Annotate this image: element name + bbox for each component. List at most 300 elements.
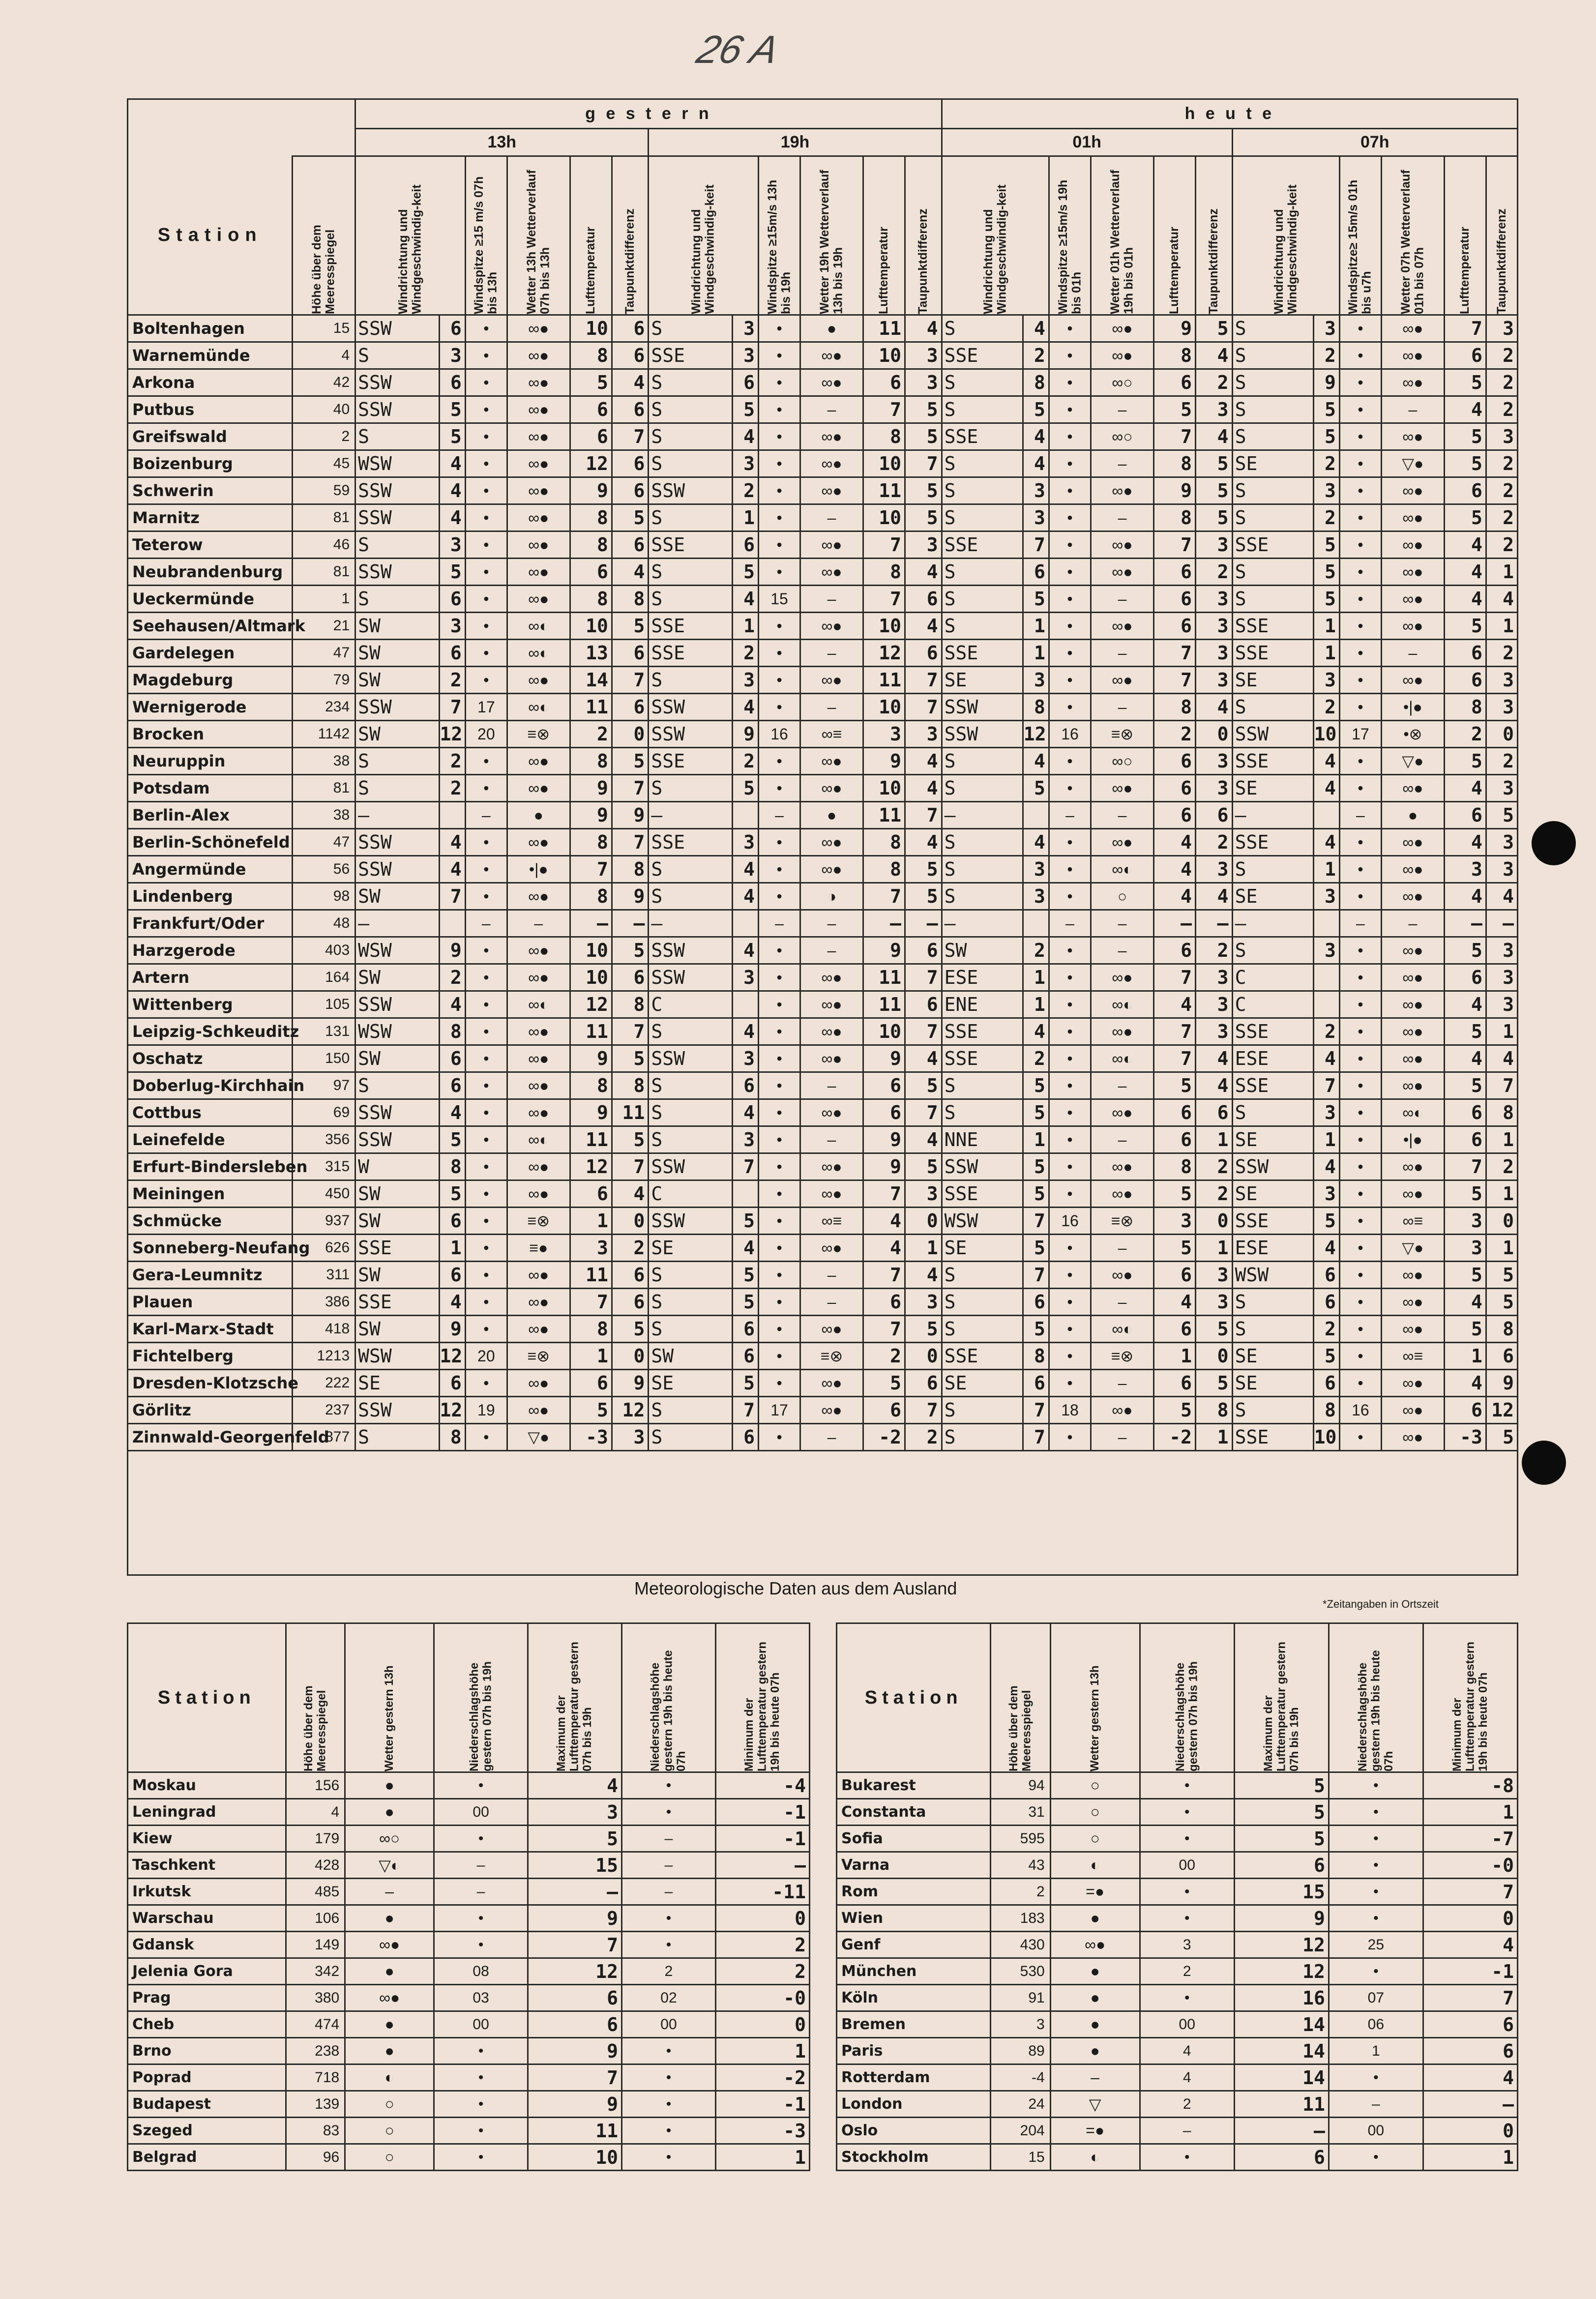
- wind-speed-07h: 1: [1313, 640, 1339, 667]
- precip-day: •: [1140, 1985, 1234, 2011]
- station-height: 179: [286, 1826, 345, 1852]
- wind-direction-07h: ESE: [1232, 1235, 1313, 1262]
- dewpoint-diff-13h: 7: [612, 1018, 649, 1045]
- dewpoint-diff-07h: 3: [1486, 667, 1517, 694]
- wind-gust-13h: •: [465, 937, 507, 964]
- air-temp-13h: 8: [570, 1072, 612, 1099]
- punch-hole: [1522, 1441, 1566, 1485]
- wind-gust-01h: •: [1049, 369, 1091, 396]
- dewpoint-diff-01h: 1: [1196, 1424, 1233, 1451]
- wind-gust-13h: •: [465, 1370, 507, 1397]
- wind-direction-13h: SSW: [355, 694, 439, 721]
- wind-speed-19h: 3: [732, 450, 758, 477]
- dewpoint-diff-01h: 4: [1196, 883, 1233, 910]
- dewpoint-diff-01h: 6: [1196, 1099, 1233, 1126]
- dewpoint-diff-19h: 6: [905, 937, 942, 964]
- dewpoint-diff-19h: 7: [905, 1018, 942, 1045]
- air-temp-13h: 6: [570, 1370, 612, 1397]
- wind-direction-07h: SSW: [1232, 1153, 1313, 1180]
- dewpoint-diff-07h: 9: [1486, 1370, 1517, 1397]
- max-temp: 6: [528, 2011, 622, 2038]
- air-temp-07h: 6: [1444, 640, 1486, 667]
- min-temp: 4: [1423, 1932, 1517, 1958]
- weather-07h: ∞●: [1382, 1153, 1445, 1180]
- wind-gust-01h: •: [1049, 1072, 1091, 1099]
- dewpoint-diff-01h: 3: [1196, 1289, 1233, 1316]
- weather-19h: ∞≡: [800, 1208, 863, 1235]
- precip-night: •: [622, 1905, 716, 1932]
- weather-19h: ∞●: [800, 991, 863, 1018]
- wind-speed-07h: 10: [1313, 721, 1339, 748]
- dewpoint-diff-13h: 6: [612, 315, 649, 342]
- max-temp: 10: [528, 2144, 622, 2171]
- weather-01h: –: [1091, 802, 1154, 829]
- dewpoint-diff-01h: 3: [1196, 775, 1233, 802]
- weather-01h: –: [1091, 640, 1154, 667]
- air-temp-13h: 10: [570, 315, 612, 342]
- wind-speed-13h: 12: [439, 1397, 465, 1424]
- header-wind-01: Windrichtung und Windgeschwindig-keit: [981, 184, 1009, 314]
- precip-night: •: [622, 2064, 716, 2091]
- wind-speed-01h: 5: [1023, 1153, 1049, 1180]
- station-name: Magdeburg: [128, 667, 293, 694]
- dewpoint-diff-07h: 5: [1486, 1424, 1517, 1451]
- station-height: 937: [293, 1208, 355, 1235]
- wind-direction-07h: SSE: [1232, 1208, 1313, 1235]
- table-row: [128, 2091, 810, 2118]
- wind-speed-07h: 8: [1313, 1397, 1339, 1424]
- dewpoint-diff-01h: 3: [1196, 991, 1233, 1018]
- air-temp-07h: 6: [1444, 667, 1486, 694]
- dewpoint-diff-13h: 6: [612, 1289, 649, 1316]
- weather-13h: ∞◐: [507, 694, 570, 721]
- weather-01h: ∞●: [1091, 342, 1154, 369]
- header-wetter-01: Wetter 01h Wetterverlauf 19h bis 01h: [1108, 170, 1136, 314]
- weather-01h: ∞○: [1091, 423, 1154, 450]
- air-temp-07h: 6: [1444, 964, 1486, 991]
- dewpoint-diff-13h: 5: [612, 1045, 649, 1072]
- station-name: Harzgerode: [128, 937, 293, 964]
- air-temp-01h: 6: [1153, 1126, 1195, 1153]
- air-temp-07h: 4: [1444, 883, 1486, 910]
- air-temp-13h: 9: [570, 802, 612, 829]
- air-temp-07h: 5: [1444, 937, 1486, 964]
- table-row: [128, 1772, 810, 1799]
- precip-day: –: [434, 1852, 528, 1879]
- dewpoint-diff-19h: 7: [905, 802, 942, 829]
- air-temp-19h: –: [863, 910, 905, 937]
- dewpoint-diff-01h: 3: [1196, 531, 1233, 559]
- wind-direction-13h: S: [355, 775, 439, 802]
- precip-night: •: [1329, 2144, 1423, 2171]
- dewpoint-diff-07h: 3: [1486, 856, 1517, 883]
- wind-gust-01h: •: [1049, 748, 1091, 775]
- station-name: Stockholm: [837, 2144, 991, 2171]
- foreign-header-nied2: Niederschlagshöhe gestern 19h bis heute 07h: [1356, 1650, 1395, 1771]
- wind-gust-07h: •: [1339, 1289, 1381, 1316]
- header-hoehe: Höhe über dem Meeresspiegel: [310, 225, 337, 314]
- wind-speed-01h: 7: [1023, 1208, 1049, 1235]
- table-row: [128, 396, 1518, 423]
- air-temp-19h: 4: [863, 1235, 905, 1262]
- wind-speed-07h: [1313, 964, 1339, 991]
- wind-gust-13h: •: [465, 964, 507, 991]
- dewpoint-diff-07h: 3: [1486, 991, 1517, 1018]
- dewpoint-diff-13h: 8: [612, 586, 649, 613]
- wind-gust-01h: 16: [1049, 721, 1091, 748]
- table-row: [128, 2038, 810, 2064]
- wind-direction-01h: S: [942, 1397, 1023, 1424]
- dewpoint-diff-19h: 5: [905, 423, 942, 450]
- wind-direction-01h: S: [942, 829, 1023, 856]
- precip-day: –: [1140, 2118, 1234, 2144]
- wind-speed-01h: 8: [1023, 1343, 1049, 1370]
- air-temp-07h: 1: [1444, 1343, 1486, 1370]
- wind-gust-07h: •: [1339, 450, 1381, 477]
- wind-direction-07h: –: [1232, 802, 1313, 829]
- station-name: Brno: [128, 2038, 286, 2064]
- max-temp: 14: [1234, 2038, 1329, 2064]
- air-temp-07h: 5: [1444, 613, 1486, 640]
- max-temp: 4: [528, 1772, 622, 1799]
- air-temp-19h: 8: [863, 856, 905, 883]
- weather-13h: ∞●: [507, 1262, 570, 1289]
- table-row: [128, 1370, 1518, 1397]
- weather-13h: ∞●: [507, 1072, 570, 1099]
- wind-gust-01h: •: [1049, 1235, 1091, 1262]
- wind-direction-01h: NNE: [942, 1126, 1023, 1153]
- dewpoint-diff-07h: 12: [1486, 1397, 1517, 1424]
- precip-day: 08: [434, 1958, 528, 1985]
- station-height: 38: [293, 748, 355, 775]
- wind-gust-19h: •: [758, 1045, 800, 1072]
- wind-gust-01h: •: [1049, 667, 1091, 694]
- wind-speed-13h: 2: [439, 748, 465, 775]
- dewpoint-diff-13h: 2: [612, 1235, 649, 1262]
- wind-gust-19h: •: [758, 396, 800, 423]
- wind-direction-13h: SSW: [355, 1397, 439, 1424]
- station-height: 56: [293, 856, 355, 883]
- wind-gust-19h: •: [758, 1424, 800, 1451]
- wind-gust-07h: •: [1339, 775, 1381, 802]
- wind-direction-13h: SW: [355, 883, 439, 910]
- table-row: [128, 2064, 810, 2091]
- wind-direction-19h: S: [649, 775, 732, 802]
- header-gestern: g e s t e r n: [355, 99, 942, 129]
- wind-speed-19h: 9: [732, 721, 758, 748]
- wind-speed-19h: 6: [732, 1316, 758, 1343]
- wind-gust-01h: •: [1049, 1045, 1091, 1072]
- dewpoint-diff-13h: 6: [612, 640, 649, 667]
- wind-speed-19h: [732, 991, 758, 1018]
- dewpoint-diff-19h: 4: [905, 613, 942, 640]
- air-temp-01h: 7: [1153, 423, 1195, 450]
- wind-direction-13h: W: [355, 1153, 439, 1180]
- wind-gust-07h: •: [1339, 613, 1381, 640]
- wind-direction-01h: S: [942, 1424, 1023, 1451]
- precip-day: 00: [434, 2011, 528, 2038]
- wind-speed-19h: 3: [732, 964, 758, 991]
- wind-speed-01h: 4: [1023, 829, 1049, 856]
- precip-night: 07: [1329, 1985, 1423, 2011]
- wind-speed-13h: 6: [439, 1072, 465, 1099]
- min-temp: –: [1423, 2091, 1517, 2118]
- weather-13h: –: [507, 910, 570, 937]
- min-temp: 6: [1423, 2038, 1517, 2064]
- wind-speed-13h: 4: [439, 991, 465, 1018]
- air-temp-07h: 6: [1444, 477, 1486, 504]
- table-row: [128, 1235, 1518, 1262]
- station-name: Meiningen: [128, 1180, 293, 1208]
- min-temp: -11: [715, 1879, 809, 1905]
- wind-speed-01h: 1: [1023, 640, 1049, 667]
- wind-gust-19h: •: [758, 531, 800, 559]
- precip-day: •: [1140, 1826, 1234, 1852]
- wind-direction-07h: S: [1232, 504, 1313, 531]
- precip-day: 03: [434, 1985, 528, 2011]
- dewpoint-diff-13h: 6: [612, 531, 649, 559]
- air-temp-13h: 7: [570, 1289, 612, 1316]
- weather-13h: ∞●: [507, 1099, 570, 1126]
- wind-gust-19h: 16: [758, 721, 800, 748]
- dewpoint-diff-13h: 5: [612, 1126, 649, 1153]
- wind-speed-19h: 1: [732, 504, 758, 531]
- air-temp-19h: 2: [863, 1343, 905, 1370]
- wind-speed-19h: 4: [732, 1099, 758, 1126]
- table-row: [128, 856, 1518, 883]
- dewpoint-diff-13h: 6: [612, 396, 649, 423]
- header-wind-19: Windrichtung und Windgeschwindig-keit: [689, 184, 717, 314]
- weather: ○: [1050, 1799, 1140, 1826]
- wind-speed-07h: 2: [1313, 1018, 1339, 1045]
- dewpoint-diff-07h: 5: [1486, 802, 1517, 829]
- dewpoint-diff-13h: 6: [612, 964, 649, 991]
- wind-direction-19h: SSE: [649, 531, 732, 559]
- weather: ●: [345, 2011, 434, 2038]
- wind-gust-13h: •: [465, 991, 507, 1018]
- wind-direction-07h: S: [1232, 1099, 1313, 1126]
- wind-speed-07h: 3: [1313, 477, 1339, 504]
- wind-speed-01h: 1: [1023, 964, 1049, 991]
- precip-day: •: [434, 1932, 528, 1958]
- weather-07h: ▽●: [1382, 450, 1445, 477]
- wind-speed-19h: 5: [732, 1208, 758, 1235]
- table-row: [837, 1826, 1518, 1852]
- weather-07h: ∞●: [1382, 504, 1445, 531]
- weather-13h: •|●: [507, 856, 570, 883]
- foreign-note: *Zeitangaben in Ortszeit: [1323, 1598, 1439, 1610]
- weather-01h: ∞○: [1091, 748, 1154, 775]
- wind-gust-13h: •: [465, 1424, 507, 1451]
- precip-night: 25: [1329, 1932, 1423, 1958]
- wind-gust-19h: •: [758, 342, 800, 369]
- station-height: 69: [293, 1099, 355, 1126]
- wind-direction-07h: SE: [1232, 667, 1313, 694]
- weather-01h: ∞●: [1091, 315, 1154, 342]
- wind-direction-01h: SSW: [942, 1153, 1023, 1180]
- station-name: Leinefelde: [128, 1126, 293, 1153]
- weather-07h: ∞≡: [1382, 1343, 1445, 1370]
- weather: ◐: [1050, 1852, 1140, 1879]
- wind-speed-19h: 7: [732, 1397, 758, 1424]
- header-luft-01: Lufttemperatur: [1167, 227, 1182, 314]
- air-temp-19h: 7: [863, 1262, 905, 1289]
- weather: ∞○: [345, 1826, 434, 1852]
- wind-direction-19h: SSW: [649, 1045, 732, 1072]
- dewpoint-diff-01h: 5: [1196, 504, 1233, 531]
- weather-19h: –: [800, 640, 863, 667]
- weather-13h: ≡⊗: [507, 1343, 570, 1370]
- wind-gust-07h: •: [1339, 667, 1381, 694]
- air-temp-01h: 4: [1153, 856, 1195, 883]
- station-name: Greifswald: [128, 423, 293, 450]
- wind-gust-13h: •: [465, 531, 507, 559]
- wind-gust-07h: •: [1339, 1262, 1381, 1289]
- wind-direction-13h: S: [355, 342, 439, 369]
- table-row: [128, 1126, 1518, 1153]
- station-name: Angermünde: [128, 856, 293, 883]
- precip-day: 4: [1140, 2038, 1234, 2064]
- weather: ○: [1050, 1826, 1140, 1852]
- dewpoint-diff-19h: 7: [905, 694, 942, 721]
- dewpoint-diff-13h: 4: [612, 1180, 649, 1208]
- station-height: 234: [293, 694, 355, 721]
- min-temp: 1: [1423, 1799, 1517, 1826]
- table-row: [128, 1072, 1518, 1099]
- air-temp-19h: 9: [863, 748, 905, 775]
- wind-speed-19h: 5: [732, 559, 758, 586]
- wind-gust-13h: 20: [465, 721, 507, 748]
- wind-direction-07h: S: [1232, 559, 1313, 586]
- wind-direction-01h: –: [942, 910, 1023, 937]
- station-height: 2: [293, 423, 355, 450]
- header-spitze-13: Windspitze ≥15 m/s 07h bis 13h: [472, 176, 500, 314]
- wind-speed-07h: 7: [1313, 1072, 1339, 1099]
- weather-07h: ∞●: [1382, 531, 1445, 559]
- dewpoint-diff-19h: 3: [905, 1180, 942, 1208]
- weather-01h: ∞●: [1091, 1153, 1154, 1180]
- weather-01h: ∞●: [1091, 775, 1154, 802]
- dewpoint-diff-07h: 1: [1486, 613, 1517, 640]
- wind-speed-13h: [439, 802, 465, 829]
- station-height: 718: [286, 2064, 345, 2091]
- weather-19h: ∞●: [800, 1153, 863, 1180]
- max-temp: 12: [1234, 1958, 1329, 1985]
- wind-speed-01h: 7: [1023, 1262, 1049, 1289]
- air-temp-19h: 9: [863, 1045, 905, 1072]
- station-name: Gardelegen: [128, 640, 293, 667]
- wind-speed-19h: [732, 802, 758, 829]
- wind-gust-07h: •: [1339, 1072, 1381, 1099]
- wind-gust-19h: •: [758, 667, 800, 694]
- air-temp-01h: 5: [1153, 1072, 1195, 1099]
- precip-night: •: [622, 2144, 716, 2171]
- weather-01h: ∞◐: [1091, 1316, 1154, 1343]
- dewpoint-diff-19h: 6: [905, 1370, 942, 1397]
- wind-gust-19h: 17: [758, 1397, 800, 1424]
- wind-gust-19h: •: [758, 640, 800, 667]
- dewpoint-diff-07h: 2: [1486, 504, 1517, 531]
- wind-speed-13h: 5: [439, 396, 465, 423]
- max-temp: 7: [528, 2064, 622, 2091]
- weather: ▽◐: [345, 1852, 434, 1879]
- wind-direction-13h: SSW: [355, 504, 439, 531]
- max-temp: –: [1234, 2118, 1329, 2144]
- dewpoint-diff-01h: 4: [1196, 342, 1233, 369]
- table-row: [128, 883, 1518, 910]
- weather-01h: ∞●: [1091, 477, 1154, 504]
- weather-13h: ∞●: [507, 667, 570, 694]
- table-row: [128, 559, 1518, 586]
- air-temp-07h: 5: [1444, 1316, 1486, 1343]
- station-height: 315: [293, 1153, 355, 1180]
- wind-speed-13h: 6: [439, 1262, 465, 1289]
- station-height: 97: [293, 1072, 355, 1099]
- dewpoint-diff-01h: 5: [1196, 450, 1233, 477]
- station-name: München: [837, 1958, 991, 1985]
- wind-speed-13h: 9: [439, 1316, 465, 1343]
- wind-gust-19h: •: [758, 775, 800, 802]
- precip-day: •: [434, 2118, 528, 2144]
- wind-speed-01h: [1023, 802, 1049, 829]
- wind-direction-01h: SSE: [942, 531, 1023, 559]
- station-height: 43: [991, 1852, 1050, 1879]
- dewpoint-diff-19h: 5: [905, 856, 942, 883]
- wind-direction-19h: SSW: [649, 1208, 732, 1235]
- station-name: Taschkent: [128, 1852, 286, 1879]
- wind-speed-07h: 3: [1313, 937, 1339, 964]
- dewpoint-diff-01h: 6: [1196, 802, 1233, 829]
- station-height: 42: [293, 369, 355, 396]
- air-temp-13h: 2: [570, 721, 612, 748]
- precip-night: 06: [1329, 2011, 1423, 2038]
- precip-day: 00: [1140, 1852, 1234, 1879]
- wind-direction-01h: SSE: [942, 1045, 1023, 1072]
- table-row: [128, 937, 1518, 964]
- wind-gust-07h: •: [1339, 315, 1381, 342]
- weather-13h: ∞●: [507, 559, 570, 586]
- dewpoint-diff-19h: 7: [905, 667, 942, 694]
- min-temp: 4: [1423, 2064, 1517, 2091]
- air-temp-07h: 4: [1444, 991, 1486, 1018]
- weather-19h: ●: [800, 315, 863, 342]
- wind-speed-13h: 5: [439, 559, 465, 586]
- weather-19h: ∞●: [800, 829, 863, 856]
- air-temp-19h: 9: [863, 1126, 905, 1153]
- wind-speed-07h: [1313, 802, 1339, 829]
- wind-gust-07h: •: [1339, 856, 1381, 883]
- wind-direction-01h: SSE: [942, 1180, 1023, 1208]
- station-name: Kiew: [128, 1826, 286, 1852]
- weather-07h: ▽●: [1382, 1235, 1445, 1262]
- min-temp: 0: [1423, 1905, 1517, 1932]
- wind-direction-07h: S: [1232, 315, 1313, 342]
- wind-speed-19h: 4: [732, 423, 758, 450]
- wind-direction-07h: SSE: [1232, 1018, 1313, 1045]
- weather-13h: ∞●: [507, 829, 570, 856]
- wind-direction-07h: S: [1232, 342, 1313, 369]
- dewpoint-diff-13h: 6: [612, 450, 649, 477]
- weather-19h: ●: [800, 802, 863, 829]
- dewpoint-diff-01h: 0: [1196, 721, 1233, 748]
- table-row: [128, 1985, 810, 2011]
- station-name: Sofia: [837, 1826, 991, 1852]
- wind-gust-07h: •: [1339, 991, 1381, 1018]
- weather-19h: –: [800, 1126, 863, 1153]
- weather-01h: ∞●: [1091, 613, 1154, 640]
- station-height: 47: [293, 640, 355, 667]
- dewpoint-diff-07h: 2: [1486, 640, 1517, 667]
